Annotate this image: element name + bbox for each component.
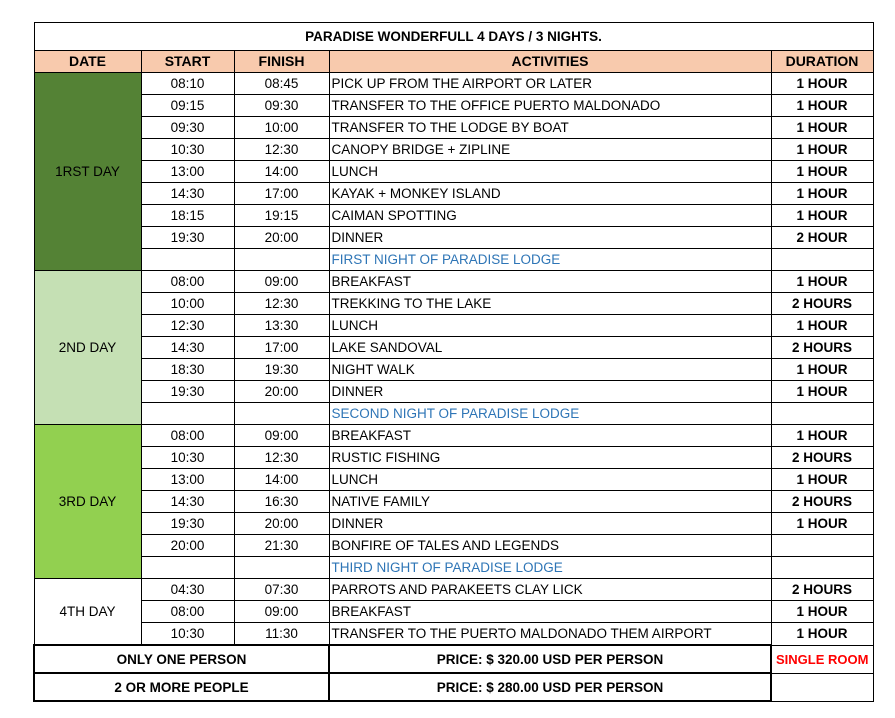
table-row [34, 425, 873, 447]
table-row [34, 117, 873, 139]
table-row [34, 139, 873, 161]
price-label: PRICE: $ 320.00 USD PER PERSON [329, 645, 771, 673]
finish-time: 13:30 [234, 315, 329, 337]
duration-value [771, 249, 873, 271]
duration-value: 1 HOUR [771, 117, 873, 139]
activity-name: BONFIRE OF TALES AND LEGENDS [329, 535, 771, 557]
price-label: PRICE: $ 280.00 USD PER PERSON [329, 673, 771, 701]
finish-time: 20:00 [234, 381, 329, 403]
start-time: 19:30 [141, 513, 234, 535]
table-row [34, 293, 873, 315]
finish-time: 07:30 [234, 579, 329, 601]
group-size: 2 OR MORE PEOPLE [34, 673, 329, 701]
start-time: 10:30 [141, 447, 234, 469]
activity-name: TRANSFER TO THE LODGE BY BOAT [329, 117, 771, 139]
table-row [34, 601, 873, 623]
finish-time: 20:00 [234, 227, 329, 249]
duration-value [771, 403, 873, 425]
header-start: START [141, 51, 234, 73]
start-time: 18:30 [141, 359, 234, 381]
start-time: 13:00 [141, 469, 234, 491]
activity-name: LUNCH [329, 469, 771, 491]
start-time: 08:00 [141, 271, 234, 293]
table-row [34, 337, 873, 359]
finish-time: 09:00 [234, 601, 329, 623]
table-row [34, 513, 873, 535]
activity-name: PICK UP FROM THE AIRPORT OR LATER [329, 73, 771, 95]
duration-value: 2 HOURS [771, 579, 873, 601]
duration-value: 1 HOUR [771, 359, 873, 381]
activity-name: CAIMAN SPOTTING [329, 205, 771, 227]
table-row [34, 557, 873, 579]
start-time: 19:30 [141, 381, 234, 403]
table-row [34, 73, 873, 95]
finish-time: 09:00 [234, 425, 329, 447]
duration-value: 2 HOURS [771, 337, 873, 359]
start-time: 14:30 [141, 491, 234, 513]
table-row [34, 535, 873, 557]
pricing-row [34, 673, 873, 701]
duration-value: 1 HOUR [771, 95, 873, 117]
duration-value: 1 HOUR [771, 139, 873, 161]
activity-name: LUNCH [329, 161, 771, 183]
activity-name: LAKE SANDOVAL [329, 337, 771, 359]
table-row [34, 447, 873, 469]
activity-name: TRANSFER TO THE PUERTO MALDONADO THEM AIRPORT [329, 623, 771, 646]
header-row [34, 51, 873, 73]
duration-value: 1 HOUR [771, 381, 873, 403]
activity-name: BREAKFAST [329, 271, 771, 293]
day-label: 4TH DAY [34, 579, 141, 646]
table-row [34, 359, 873, 381]
finish-time: 11:30 [234, 623, 329, 646]
activity-name: RUSTIC FISHING [329, 447, 771, 469]
finish-time: 12:30 [234, 293, 329, 315]
table-row [34, 315, 873, 337]
table-row [34, 161, 873, 183]
start-time: 18:15 [141, 205, 234, 227]
duration-value: 1 HOUR [771, 623, 873, 646]
finish-time: 12:30 [234, 447, 329, 469]
duration-value: 1 HOUR [771, 601, 873, 623]
start-time: 04:30 [141, 579, 234, 601]
table-row [34, 205, 873, 227]
start-time: 10:30 [141, 623, 234, 646]
night-note: THIRD NIGHT OF PARADISE LODGE [329, 557, 771, 579]
finish-time: 17:00 [234, 183, 329, 205]
activity-name: DINNER [329, 513, 771, 535]
finish-time [234, 249, 329, 271]
finish-time: 19:15 [234, 205, 329, 227]
finish-time: 10:00 [234, 117, 329, 139]
duration-value: 1 HOUR [771, 469, 873, 491]
activity-name: CANOPY BRIDGE + ZIPLINE [329, 139, 771, 161]
finish-time: 19:30 [234, 359, 329, 381]
activity-name: DINNER [329, 227, 771, 249]
start-time: 19:30 [141, 227, 234, 249]
header-activities: ACTIVITIES [329, 51, 771, 73]
duration-value [771, 557, 873, 579]
duration-value: 2 HOURS [771, 491, 873, 513]
table-row [34, 469, 873, 491]
activity-name: TRANSFER TO THE OFFICE PUERTO MALDONADO [329, 95, 771, 117]
finish-time: 16:30 [234, 491, 329, 513]
table-row [34, 623, 873, 646]
activity-name: NIGHT WALK [329, 359, 771, 381]
header-date: DATE [34, 51, 141, 73]
start-time: 12:30 [141, 315, 234, 337]
start-time: 20:00 [141, 535, 234, 557]
start-time: 08:10 [141, 73, 234, 95]
finish-time: 09:00 [234, 271, 329, 293]
activity-name: NATIVE FAMILY [329, 491, 771, 513]
table-row [34, 381, 873, 403]
table-row [34, 579, 873, 601]
duration-value: 1 HOUR [771, 315, 873, 337]
duration-value: 1 HOUR [771, 73, 873, 95]
duration-value: 2 HOURS [771, 293, 873, 315]
duration-value: 1 HOUR [771, 513, 873, 535]
activity-name: LUNCH [329, 315, 771, 337]
finish-time [234, 403, 329, 425]
duration-value: 1 HOUR [771, 205, 873, 227]
start-time [141, 249, 234, 271]
start-time: 14:30 [141, 337, 234, 359]
room-type [771, 673, 873, 701]
table-row [34, 491, 873, 513]
start-time: 09:30 [141, 117, 234, 139]
duration-value: 2 HOURS [771, 447, 873, 469]
start-time: 08:00 [141, 425, 234, 447]
itinerary-table [33, 22, 874, 702]
start-time: 10:00 [141, 293, 234, 315]
finish-time: 20:00 [234, 513, 329, 535]
day-label: 1RST DAY [34, 73, 141, 271]
pricing-row [34, 645, 873, 673]
start-time [141, 403, 234, 425]
night-note: SECOND NIGHT OF PARADISE LODGE [329, 403, 771, 425]
finish-time: 12:30 [234, 139, 329, 161]
table-row [34, 403, 873, 425]
start-time: 13:00 [141, 161, 234, 183]
activity-name: PARROTS AND PARAKEETS CLAY LICK [329, 579, 771, 601]
start-time: 14:30 [141, 183, 234, 205]
start-time: 08:00 [141, 601, 234, 623]
activity-name: TREKKING TO THE LAKE [329, 293, 771, 315]
finish-time: 17:00 [234, 337, 329, 359]
finish-time: 14:00 [234, 161, 329, 183]
header-finish: FINISH [234, 51, 329, 73]
activity-name: BREAKFAST [329, 601, 771, 623]
itinerary-title: PARADISE WONDERFULL 4 DAYS / 3 NIGHTS. [34, 23, 873, 51]
duration-value: 1 HOUR [771, 271, 873, 293]
group-size: ONLY ONE PERSON [34, 645, 329, 673]
finish-time: 08:45 [234, 73, 329, 95]
activity-name: BREAKFAST [329, 425, 771, 447]
activity-name: DINNER [329, 381, 771, 403]
duration-value: 1 HOUR [771, 183, 873, 205]
finish-time: 09:30 [234, 95, 329, 117]
table-row [34, 271, 873, 293]
table-row [34, 183, 873, 205]
table-row [34, 249, 873, 271]
night-note: FIRST NIGHT OF PARADISE LODGE [329, 249, 771, 271]
activity-name: KAYAK + MONKEY ISLAND [329, 183, 771, 205]
finish-time: 14:00 [234, 469, 329, 491]
start-time [141, 557, 234, 579]
duration-value [771, 535, 873, 557]
start-time: 10:30 [141, 139, 234, 161]
table-row [34, 227, 873, 249]
duration-value: 2 HOUR [771, 227, 873, 249]
duration-value: 1 HOUR [771, 161, 873, 183]
header-duration: DURATION [771, 51, 873, 73]
finish-time [234, 557, 329, 579]
start-time: 09:15 [141, 95, 234, 117]
table-row [34, 95, 873, 117]
finish-time: 21:30 [234, 535, 329, 557]
day-label: 2ND DAY [34, 271, 141, 425]
room-type: SINGLE ROOM [771, 645, 873, 673]
day-label: 3RD DAY [34, 425, 141, 579]
duration-value: 1 HOUR [771, 425, 873, 447]
